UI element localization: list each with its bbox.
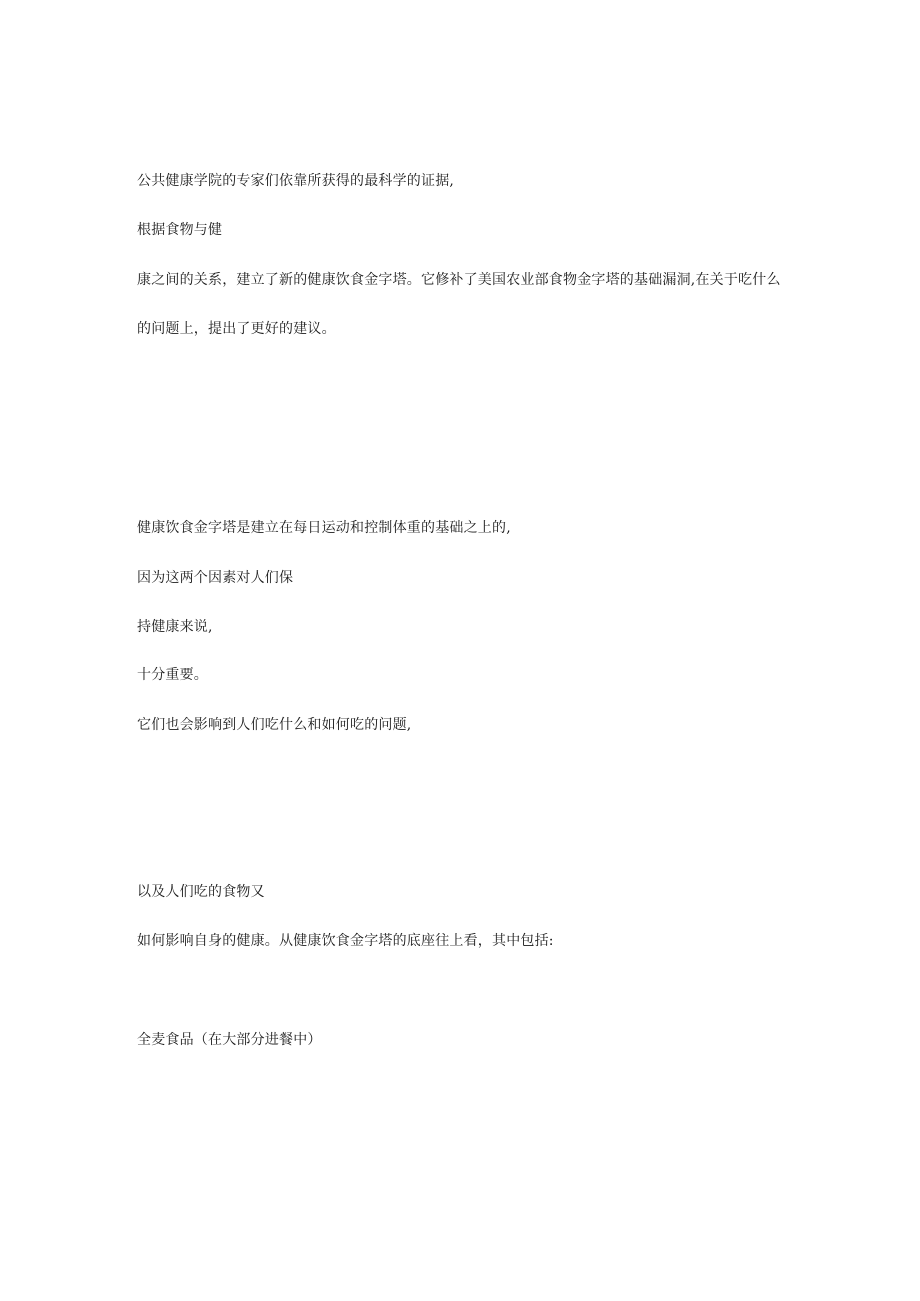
paragraph-line-9: 它们也会影响到人们吃什么和如何吃的问题,: [137, 717, 412, 733]
paragraph-line-12: 全麦食品（在大部分进餐中）: [137, 1032, 322, 1048]
paragraph-line-4: 的问题上，提出了更好的建议。: [137, 321, 336, 337]
paragraph-line-11: 如何影响自身的健康。从健康饮食金字塔的底座往上看，其中包括:: [137, 933, 554, 949]
paragraph-line-1: 公共健康学院的专家们依靠所获得的最科学的证据,: [137, 173, 455, 189]
paragraph-line-6: 因为这两个因素对人们保: [137, 570, 294, 586]
paragraph-line-5: 健康饮食金字塔是建立在每日运动和控制体重的基础之上的,: [137, 520, 511, 536]
paragraph-line-7: 持健康来说,: [137, 619, 213, 635]
paragraph-line-2: 根据食物与健: [137, 222, 223, 238]
paragraph-line-10: 以及人们吃的食物又: [137, 884, 265, 900]
paragraph-line-8: 十分重要。: [137, 667, 208, 683]
paragraph-line-3: 康之间的关系，建立了新的健康饮食金字塔。它修补了美国农业部食物金字塔的基础漏洞,在关于吃什么: [137, 272, 781, 288]
